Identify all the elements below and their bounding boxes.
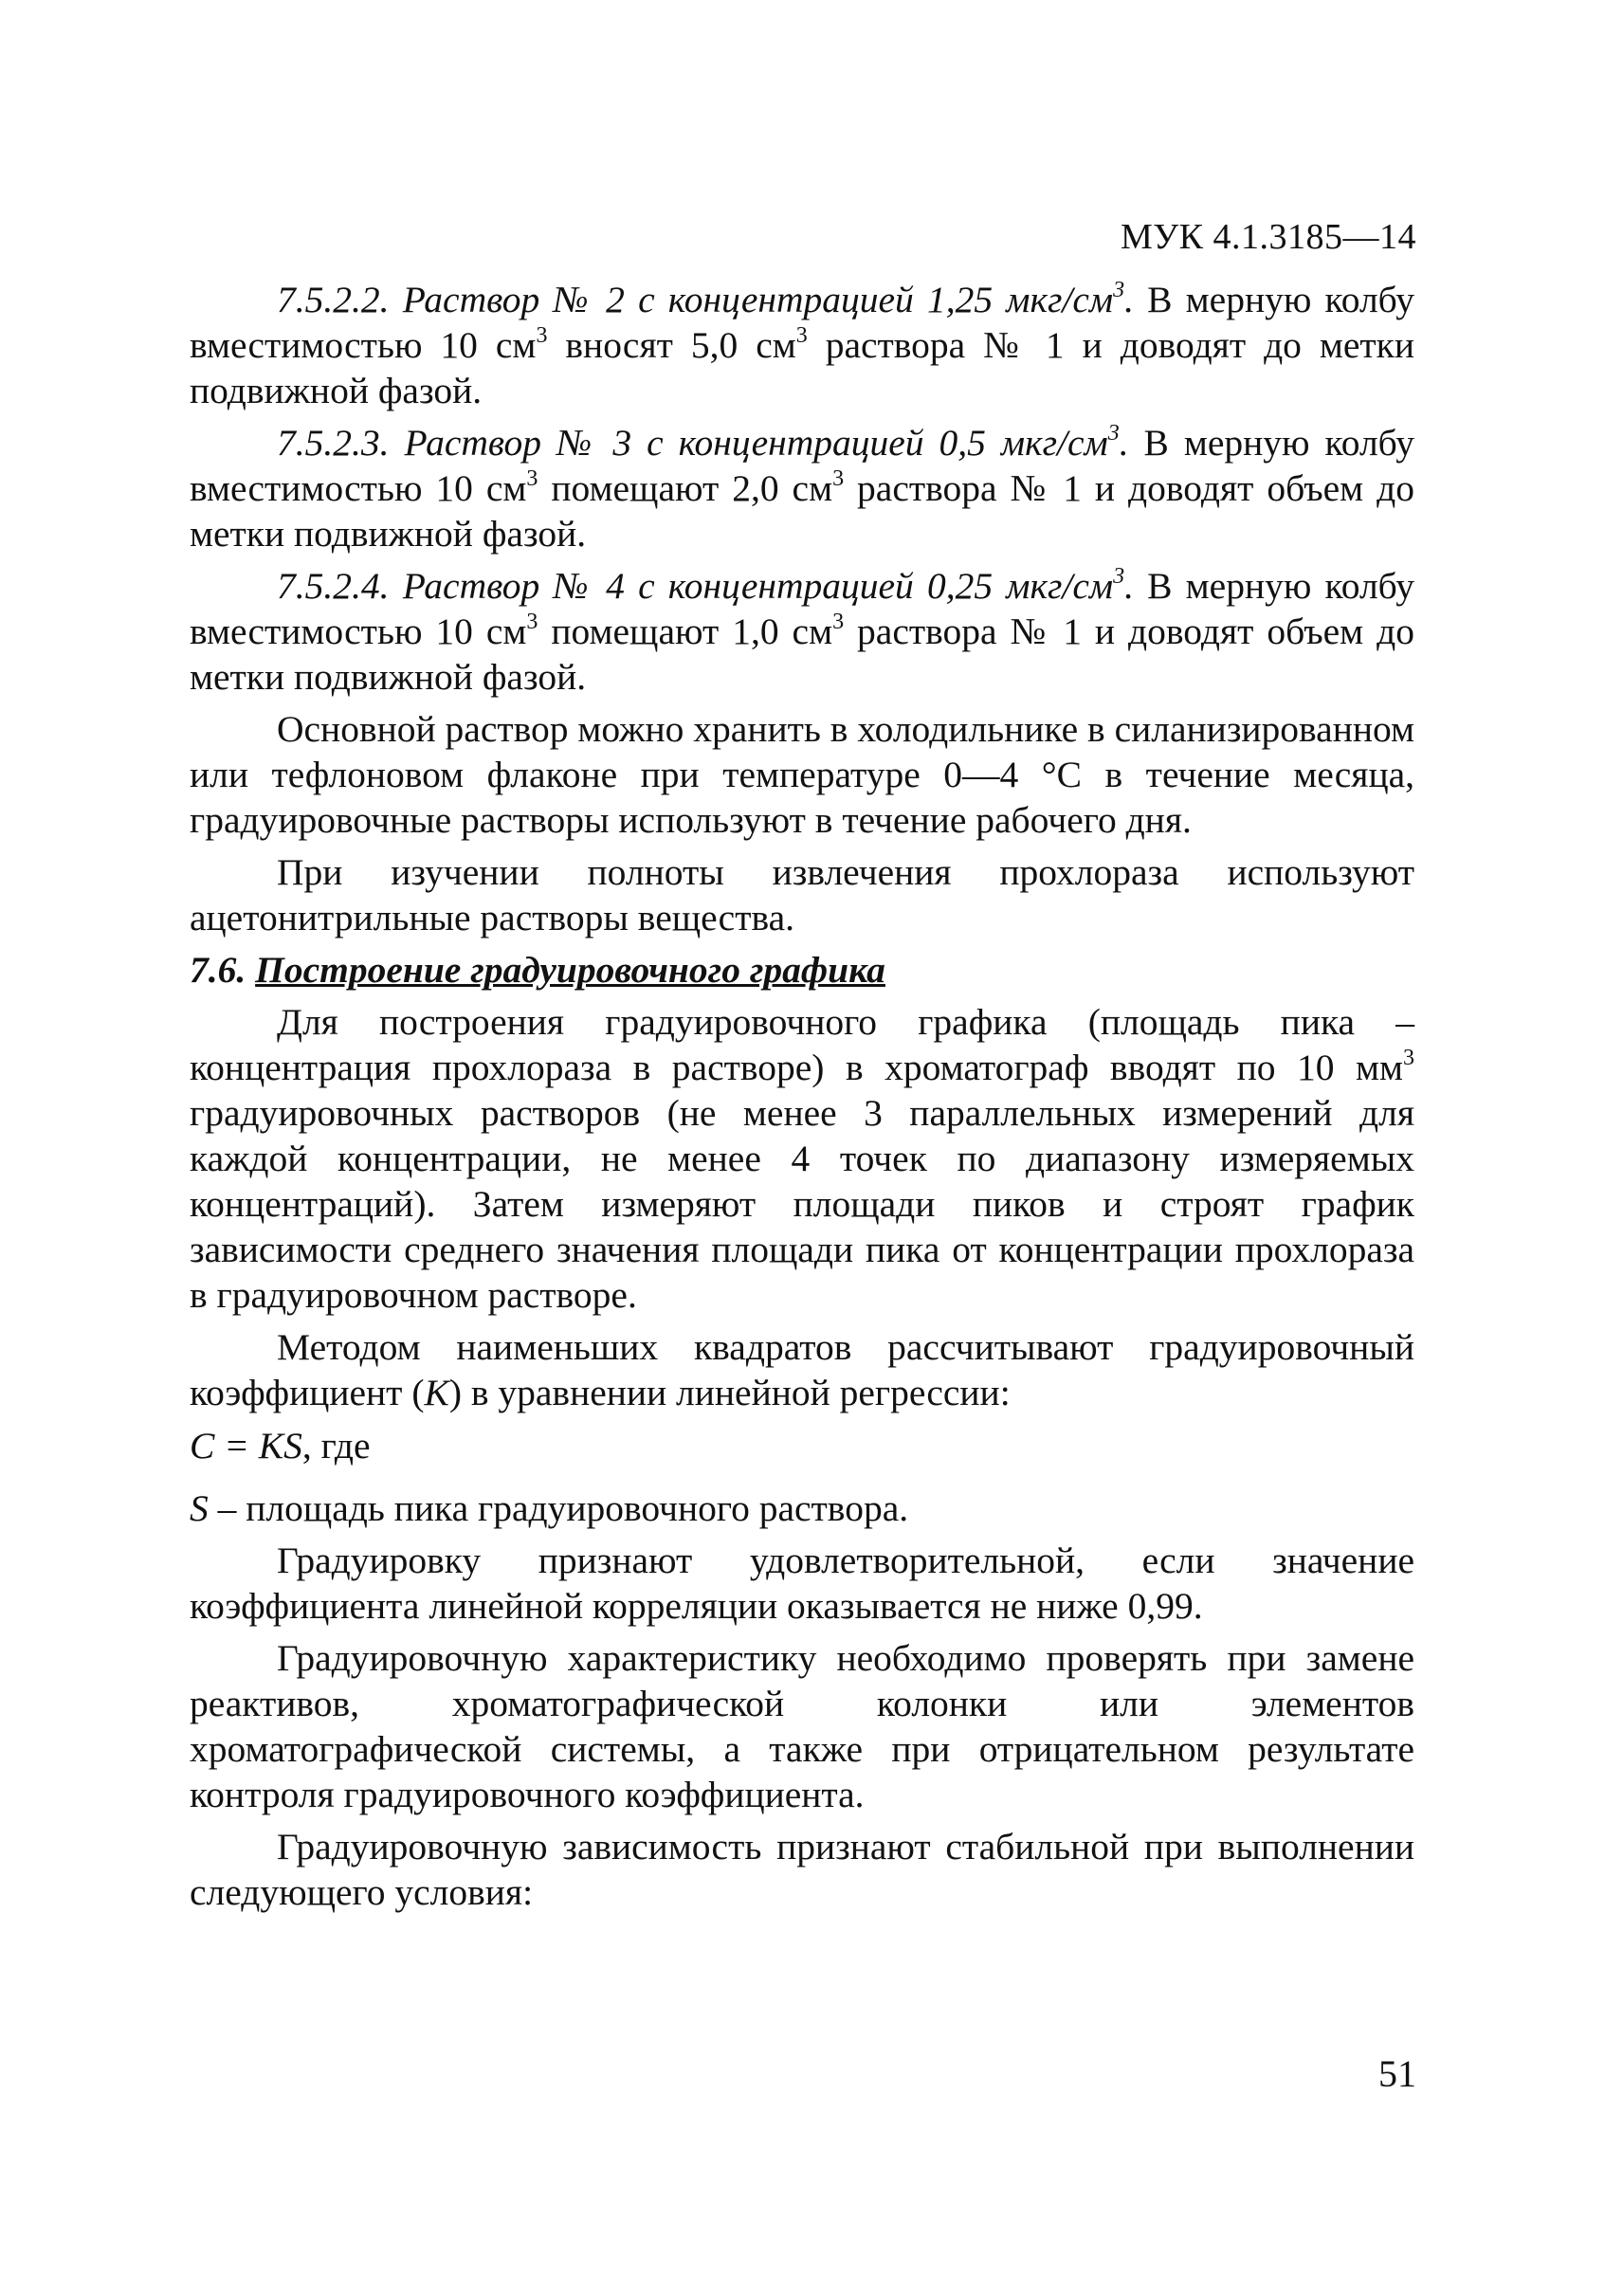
superscript: 3: [832, 465, 845, 491]
item-text: помещают 2,0 см: [538, 467, 833, 509]
item-title-end: .: [1124, 279, 1134, 320]
symbol-s: S: [190, 1487, 209, 1529]
section-number: 7.6.: [190, 949, 246, 991]
item-title-end: .: [1119, 422, 1129, 464]
definition-text: – площадь пика градуировочного раствора.: [208, 1487, 909, 1529]
correlation-paragraph: Градуировку признают удовлетворительной, если значение коэффициента линейной корреляции оказывается не ниже 0,99.: [190, 1540, 1414, 1627]
item-title-text: Раствор № 4 с концентрацией 0,25 мкг/см: [402, 565, 1114, 607]
superscript: 3: [1403, 1045, 1414, 1070]
formula-tail: , где: [301, 1425, 371, 1467]
item-title: [403, 279, 1134, 320]
regression-formula: [190, 1423, 1414, 1468]
item-text: В мерную колбу вместимостью 10 см: [190, 422, 1414, 509]
superscript: 3: [526, 609, 538, 634]
paragraph-text: Методом наименьших квадратов рассчитывают градуировочный коэффициент (: [190, 1326, 1414, 1413]
item-number: 7.5.2.2.: [277, 279, 390, 320]
superscript: 3: [795, 322, 808, 348]
item-number: 7.5.2.4.: [277, 565, 390, 607]
recovery-paragraph: При изучении полноты извлечения прохлораза используют ацетонитрильные растворы вещества.: [190, 851, 1414, 938]
item-text: раствора № 1 и доводят объем до метки подвижной фазой.: [190, 610, 1414, 698]
paragraph-text: Для построения градуировочного графика (площадь пика – концентрация прохлораза в растворе) в хроматограф вводят по 10 мм: [190, 1001, 1414, 1088]
paragraph-text: ) в уравнении линейной регрессии:: [448, 1372, 1011, 1413]
least-squares-paragraph: [190, 1324, 1414, 1415]
superscript: 3: [832, 609, 845, 634]
section-title-text: Построение градуировочного графика: [255, 949, 885, 991]
paragraph-text: градуировочных растворов (не менее 3 параллельных измерений для каждой концентрации, не менее 4 точек по диапазону измеряемых концентраций). Затем измеряют площади пиков и строят график зависимости среднего значения площади пика от концентрации прохлораза в градуировочном растворе.: [190, 1092, 1414, 1316]
item-text: В мерную колбу вместимостью 10 см: [190, 565, 1415, 652]
item-text: помещают 1,0 см: [538, 610, 833, 652]
paragraph-7-5-2-4: [190, 563, 1414, 700]
item-text: раствора № 1 и доводят до метки подвижной фазой.: [190, 324, 1414, 411]
stability-paragraph: Градуировочную зависимость признают стабильной при выполнении следующего условия:: [190, 1826, 1414, 1913]
superscript: 3: [526, 465, 538, 491]
paragraph-7-5-2-3: [190, 420, 1414, 556]
superscript: 3: [1113, 277, 1125, 302]
page-number: 51: [1378, 2052, 1416, 2095]
paragraph-7-5-2-2: [190, 277, 1414, 413]
storage-paragraph: Основной раствор можно хранить в холодильнике в силанизированном или тефлоновом флаконе при температуре 0—4 °С в течение месяца, градуировочные растворы используют в течение рабочего дня.: [190, 708, 1414, 841]
symbol-k: K: [424, 1372, 449, 1413]
calibration-procedure-paragraph: [190, 999, 1414, 1318]
item-title: [404, 422, 1128, 464]
item-title-text: Раствор № 2 с концентрацией 1,25 мкг/см: [402, 279, 1114, 320]
item-text: раствора № 1 и доводят объем до метки подвижной фазой.: [190, 467, 1414, 555]
item-title: [403, 565, 1134, 607]
item-title-end: .: [1124, 565, 1134, 607]
item-text: В мерную колбу вместимостью 10 см: [190, 279, 1415, 366]
document-code-header: МУК 4.1.3185—14: [1120, 217, 1416, 257]
item-number: 7.5.2.3.: [277, 422, 390, 464]
item-title-text: Раствор № 3 с концентрацией 0,5 мкг/см: [404, 422, 1108, 464]
superscript: 3: [1107, 420, 1120, 446]
superscript: 3: [536, 322, 548, 348]
page-content: [190, 277, 1414, 1922]
section-title: [190, 947, 1414, 993]
formula-expression: C = KS: [190, 1425, 302, 1467]
item-text: вносят 5,0 см: [547, 324, 796, 366]
symbol-definition: [190, 1485, 1414, 1531]
recheck-paragraph: Градуировочную характеристику необходимо проверять при замене реактивов, хроматографической колонки или элементов хроматографической системы, а также при отрицательном результате контроля градуировочного коэффициента.: [190, 1637, 1414, 1815]
superscript: 3: [1113, 563, 1125, 589]
